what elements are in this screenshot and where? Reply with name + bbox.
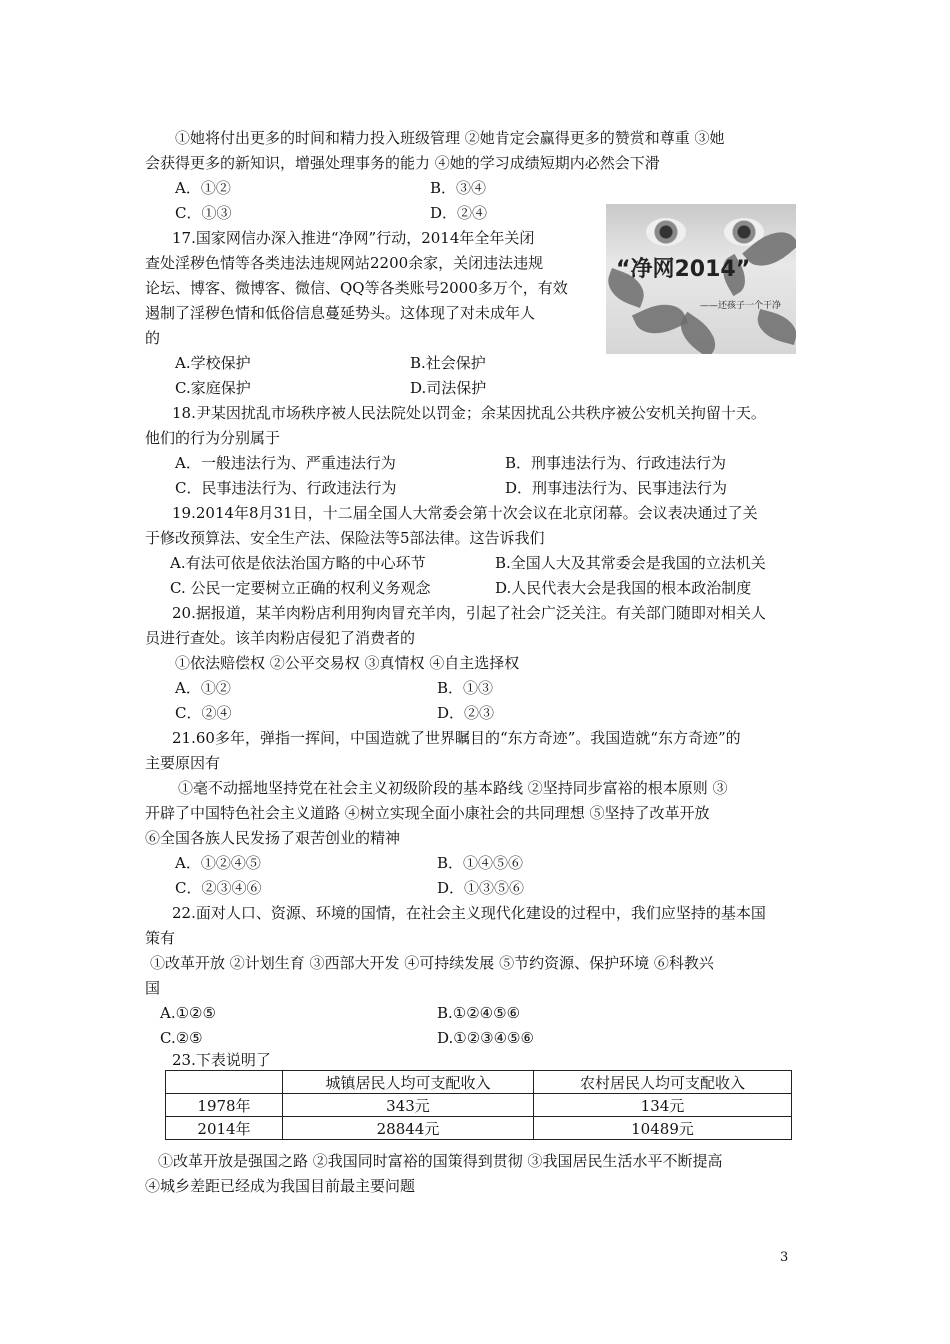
text-line: A.学校保护 (175, 354, 251, 372)
income-table (165, 1070, 792, 1140)
text-line: ⑥全国各族人民发扬了艰苦创业的精神 (145, 829, 401, 847)
text-line: D.司法保护 (410, 379, 487, 397)
text-line: 查处淫秽色情等各类违法违规网站2200余家，关闭违法违规 (145, 254, 544, 272)
text-line: ①毫不动摇地坚持党在社会主义初级阶段的基本路线 ②坚持同步富裕的根本原则 ③ (178, 779, 728, 797)
text-line: A.①②⑤ (160, 1004, 216, 1022)
text-line: A．①②④⑤ (175, 854, 261, 872)
text-line: 18.尹某因扰乱市场秩序被人民法院处以罚金；余某因扰乱公共秩序被公安机关拘留十天。 (172, 404, 766, 422)
text-line: ①她将付出更多的时间和精力投入班级管理 ②她肯定会赢得更多的赞赏和尊重 ③她 (175, 129, 725, 147)
text-line: 主要原因有 (145, 754, 221, 772)
text-line: 于修改预算法、安全生产法、保险法等5部法律。这告诉我们 (145, 529, 545, 547)
table-row (166, 1117, 792, 1140)
text-line: C.家庭保护 (175, 379, 251, 397)
table-header-row (166, 1071, 792, 1094)
text-line: ④城乡差距已经成为我国目前最主要问题 (145, 1177, 416, 1195)
text-line: 23.下表说明了 (172, 1051, 271, 1069)
text-line: D.人民代表大会是我国的根本政治制度 (495, 579, 752, 597)
table-cell: 28844元 (283, 1117, 534, 1140)
text-line: C.②⑤ (160, 1029, 203, 1047)
table-cell: 134元 (534, 1094, 792, 1117)
text-line: C．②③④⑥ (175, 879, 262, 897)
text-line: B.全国人大及其常委会是我国的立法机关 (495, 554, 766, 572)
text-line: A.有法可依是依法治国方略的中心环节 (170, 554, 426, 572)
text-line: A．①② (175, 679, 231, 697)
text-line: B．刑事违法行为、行政违法行为 (505, 454, 727, 472)
table-cell: 10489元 (534, 1117, 792, 1140)
text-line: ①改革开放 ②计划生育 ③西部大开发 ④可持续发展 ⑤节约资源、保护环境 ⑥科教兴 (150, 954, 714, 972)
text-line: 20.据报道，某羊肉粉店利用狗肉冒充羊肉，引起了社会广泛关注。有关部门随即对相关人 (172, 604, 766, 622)
leaf-graphic (753, 309, 796, 345)
text-line: C．①③ (175, 204, 232, 222)
text-line: A．一般违法行为、严重违法行为 (175, 454, 396, 472)
text-line: B．③④ (430, 179, 487, 197)
text-line: 的 (145, 329, 161, 347)
jingwang-2014-illustration (606, 204, 796, 354)
text-line: B.①②④⑤⑥ (437, 1004, 521, 1022)
table-header-cell (166, 1071, 283, 1094)
text-line: 22.面对人口、资源、环境的国情，在社会主义现代化建设的过程中，我们应坚持的基本国 (172, 904, 766, 922)
text-line: B．①③ (437, 679, 494, 697)
text-line: B.社会保护 (410, 354, 486, 372)
figure-title: “净网2014” (616, 257, 751, 282)
table-row (166, 1094, 792, 1117)
text-line: D．①③⑤⑥ (437, 879, 525, 897)
text-line: 论坛、博客、微博客、微信、QQ等各类账号2000多万个，有效 (145, 279, 568, 297)
text-line: 19.2014年8月31日，十二届全国人大常委会第十次会议在北京闭幕。会议表决通过了关 (172, 504, 758, 522)
table-header-cell: 城镇居民人均可支配收入 (283, 1071, 534, 1094)
text-line: C. 公民一定要树立正确的权利义务观念 (170, 579, 431, 597)
eye-graphic (646, 218, 686, 246)
table-header-cell: 农村居民人均可支配收入 (534, 1071, 792, 1094)
text-line: ①依法赔偿权 ②公平交易权 ③真情权 ④自主选择权 (175, 654, 520, 672)
text-line: 策有 (145, 929, 176, 947)
text-line: ①改革开放是强国之路 ②我国同时富裕的国策得到贯彻 ③我国居民生活水平不断提高 (158, 1152, 723, 1170)
text-line: C．民事违法行为、行政违法行为 (175, 479, 397, 497)
text-line: D.①②③④⑤⑥ (437, 1029, 534, 1047)
text-line: 会获得更多的新知识，增强处理事务的能力 ④她的学习成绩短期内必然会下滑 (145, 154, 660, 172)
table-cell: 1978年 (166, 1094, 283, 1117)
text-line: D．刑事违法行为、民事违法行为 (505, 479, 728, 497)
text-line: B．①④⑤⑥ (437, 854, 524, 872)
text-line: 国 (145, 979, 161, 997)
text-line: 他们的行为分别属于 (145, 429, 281, 447)
text-line: 遏制了淫秽色情和低俗信息蔓延势头。这体现了对未成年人 (145, 304, 536, 322)
text-line: A．①② (175, 179, 231, 197)
figure-subtitle: ——还孩子一个干净 (700, 301, 782, 311)
table-cell: 343元 (283, 1094, 534, 1117)
text-line: D．②④ (430, 204, 488, 222)
text-line: D．②③ (437, 704, 495, 722)
table-cell: 2014年 (166, 1117, 283, 1140)
page-number: 3 (780, 1250, 789, 1265)
text-line: 开辟了中国特色社会主义道路 ④树立实现全面小康社会的共同理想 ⑤坚持了改革开放 (145, 804, 710, 822)
text-line: 17.国家网信办深入推进“净网”行动，2014年全年关闭 (172, 229, 535, 247)
text-line: C．②④ (175, 704, 232, 722)
text-line: 21.60多年，弹指一挥间，中国造就了世界瞩目的“东方奇迹”。我国造就“东方奇迹”的 (172, 729, 741, 747)
text-line: 员进行查处。该羊肉粉店侵犯了消费者的 (145, 629, 416, 647)
